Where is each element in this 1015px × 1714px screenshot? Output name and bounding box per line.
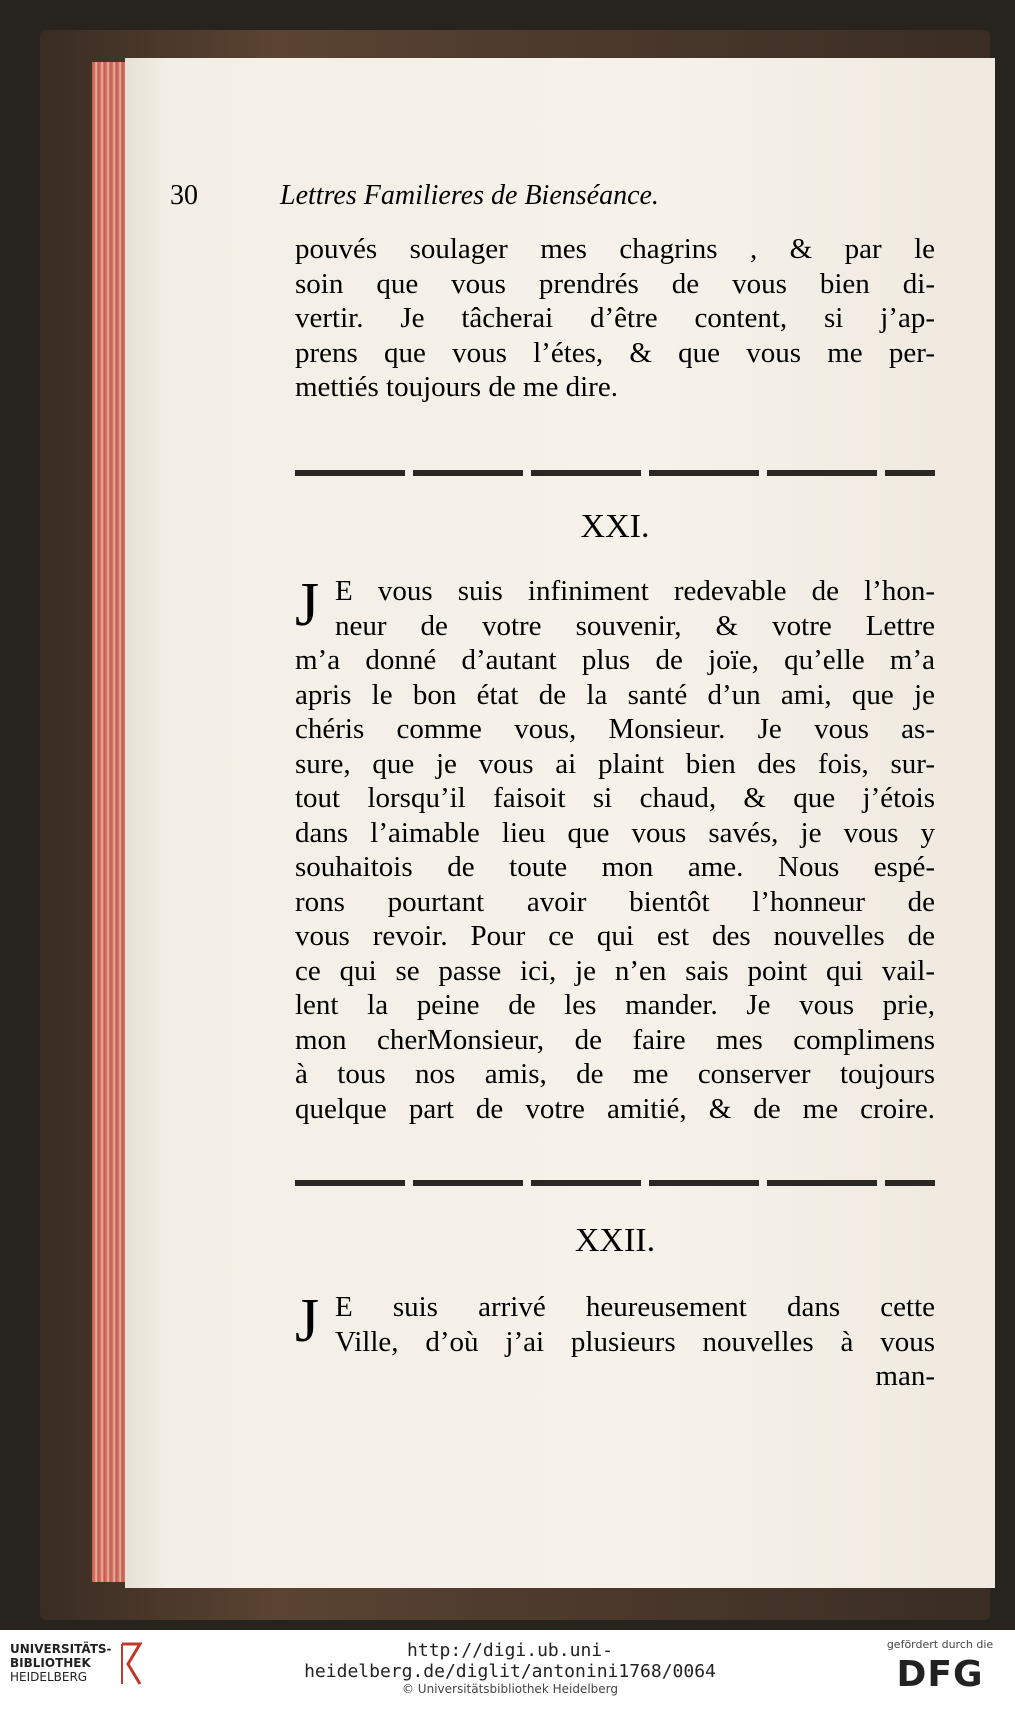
letter-number-xxi: XXI. xyxy=(580,508,650,545)
text-line: souhaitois de toute mon ame. Nous espé- xyxy=(295,851,935,883)
text-line: ce qui se passe ici, je n’en sais point qui vail- xyxy=(295,954,935,987)
page-number: 30 xyxy=(170,180,198,211)
letter-xxi-body xyxy=(295,571,935,1126)
library-emblem-icon xyxy=(118,1640,146,1688)
text-line: rons pourtant avoir bientôt l’honneur de xyxy=(295,885,935,918)
text-line: quelque part de votre amitié, & de me croire. xyxy=(295,1092,935,1125)
running-head xyxy=(170,180,940,220)
text-line: dans l’aimable lieu que vous savés, je vous y xyxy=(295,816,935,849)
text-line: E vous suis infiniment redevable de l’hon- xyxy=(335,575,935,607)
text-line: chéris comme vous, Monsieur. Je vous as- xyxy=(295,713,935,745)
drop-cap: J xyxy=(295,1287,320,1355)
library-name-line: HEIDELBERG xyxy=(10,1670,88,1684)
dfg-logo: DFG xyxy=(896,1654,984,1695)
text-line: apris le bon état de la santé d’un ami, que je xyxy=(295,678,935,711)
text-line: soin que vous prendrés de vous bien di- xyxy=(295,267,935,300)
text-line: neur de votre souvenir, & votre Lettre xyxy=(335,609,935,642)
red-page-edges xyxy=(92,62,128,1582)
catchword: man- xyxy=(875,1360,935,1392)
copyright-notice: © Universitätsbibliothek Heidelberg xyxy=(401,1682,618,1696)
text-line: lent la peine de les mander. Je vous prie, xyxy=(295,989,935,1021)
text-line: tout lorsqu’il faisoit si chaud, & que j’étois xyxy=(295,782,935,814)
text-line: E suis arrivé heureusement dans cette xyxy=(335,1291,935,1323)
text-line: prens que vous l’étes, & que vous me per- xyxy=(295,336,935,369)
viewer-footer xyxy=(0,1630,1015,1714)
text-line: Ville, d’où j’ai plusieurs nouvelles à vous xyxy=(335,1325,935,1358)
funding-note: gefördert durch die xyxy=(886,1638,994,1651)
letter-number-xxii: XXII. xyxy=(574,1222,656,1259)
ornamental-rule xyxy=(295,1180,935,1186)
text-line: m’a donné d’autant plus de joïe, qu’elle m’a xyxy=(295,644,935,676)
text-line: à tous nos amis, de me conserver toujours xyxy=(295,1058,935,1090)
text-line: pouvés soulager mes chagrins , & par le xyxy=(295,233,935,265)
text-line: sure, que je vous ai plaint bien des fois, sur- xyxy=(295,747,935,780)
text-line: vous revoir. Pour ce qui est des nouvelles de xyxy=(295,920,935,952)
library-name-line: BIBLIOTHEK xyxy=(10,1656,91,1670)
drop-cap: J xyxy=(295,571,320,639)
letter-xx-ending xyxy=(295,232,935,405)
text-line: vertir. Je tâcherai d’être content, si j’ap- xyxy=(295,302,935,334)
library-name-line: UNIVERSITÄTS- xyxy=(10,1642,112,1656)
running-title: Lettres Familieres de Bienséance. xyxy=(280,180,659,211)
text-line: mon cherMonsieur, de faire mes complimens xyxy=(295,1023,935,1056)
permalink-url[interactable]: http://digi.ub.uni-heidelberg.de/diglit/antonini1768/0064 xyxy=(304,1640,716,1682)
letter-xxii-body xyxy=(295,1287,935,1394)
ornamental-rule xyxy=(295,470,935,476)
text-line: mettiés toujours de me dire. xyxy=(295,371,618,403)
